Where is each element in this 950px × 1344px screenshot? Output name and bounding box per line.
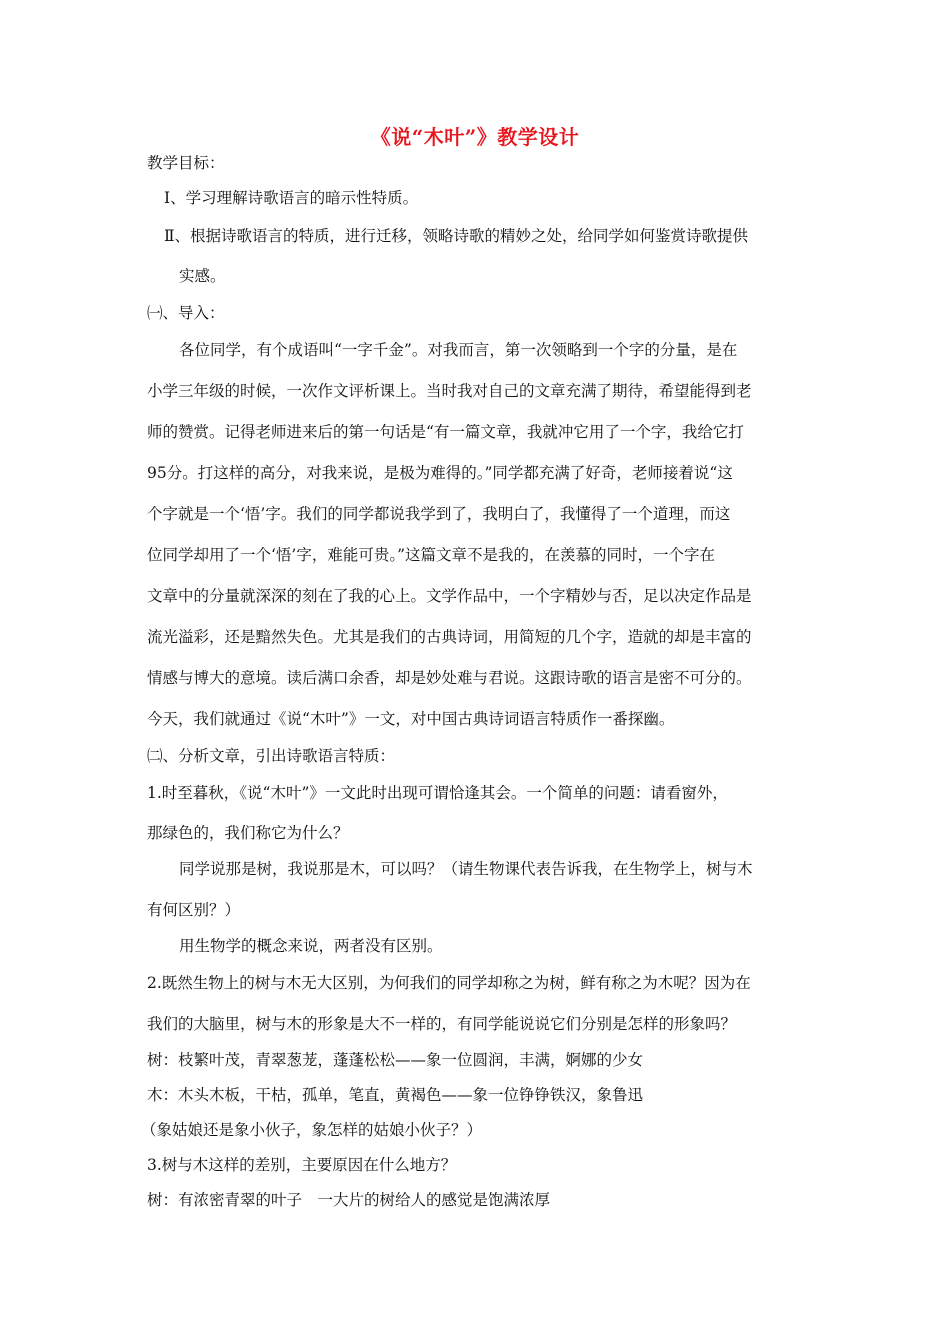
text-line-intro-1: 各位同学，有个成语叫“一字千金”。对我而言，第一次领略到一个字的分量，是在	[179, 341, 738, 359]
text-line-q1-conclusion: 用生物学的概念来说，两者没有区别。	[179, 937, 443, 955]
document-title: 《说“木叶”》教学设计	[370, 125, 580, 149]
text-line-q1-answer-cont: 有何区别？）	[147, 901, 241, 919]
text-line-objective-1: Ⅰ、学习理解诗歌语言的暗示性特质。	[164, 189, 419, 207]
text-line-wood-image: 木：木头木板，干枯，孤单，笔直，黄褐色——象一位铮铮铁汉，象鲁迅	[147, 1086, 644, 1104]
text-line-q2: 2.既然生物上的树与木无大区别，为何我们的同学却称之为树，鲜有称之为木呢？因为在	[147, 974, 751, 992]
text-line-q1-cont: 那绿色的，我们称它为什么？	[147, 824, 349, 842]
text-line-intro-4: 95分。打这样的高分，对我来说，是极为难得的。”同学都充满了好奇，老师接着说“这	[147, 464, 733, 482]
text-line-intro-2: 小学三年级的时候，一次作文评析课上。当时我对自己的文章充满了期待，希望能得到老	[147, 382, 752, 400]
text-line-intro-10: 今天，我们就通过《说“木叶”》一文，对中国古典诗词语言特质作一番探幽。	[147, 710, 675, 728]
text-line-intro-8: 流光溢彩，还是黯然失色。尤其是我们的古典诗词，用简短的几个字，造就的却是丰富的	[147, 628, 752, 646]
text-line-q2-aside: （象姑娘还是象小伙子，象怎样的姑娘小伙子？）	[141, 1121, 483, 1139]
text-line-objective-2: Ⅱ、根据诗歌语言的特质，进行迁移，领略诗歌的精妙之处，给同学如何鉴赏诗歌提供	[164, 227, 749, 245]
text-line-intro-3: 师的赞赏。记得老师进来后的第一句话是“有一篇文章，我就冲它用了一个字，我给它打	[147, 423, 744, 441]
text-line-q3-tree: 树：有浓密青翠的叶子 一大片的树给人的感觉是饱满浓厚	[147, 1191, 551, 1209]
text-line-objectives-heading: 教学目标：	[147, 154, 225, 172]
text-line-tree-image: 树：枝繁叶茂，青翠葱茏，蓬蓬松松——象一位圆润，丰满，婀娜的少女	[147, 1051, 644, 1069]
text-line-section-2-heading: ㈡、分析文章，引出诗歌语言特质：	[147, 747, 396, 765]
text-line-q3: 3.树与木这样的差别，主要原因在什么地方？	[147, 1156, 457, 1174]
text-line-q1: 1.时至暮秋，《说“木叶”》一文此时出现可谓恰逢其会。一个简单的问题：请看窗外，	[147, 784, 728, 802]
text-line-intro-6: 位同学却用了一个‘悟’字，难能可贵。”这篇文章不是我的，在羡慕的同时，一个字在	[147, 546, 716, 564]
text-line-objective-2-cont: 实感。	[179, 267, 226, 285]
text-line-intro-7: 文章中的分量就深深的刻在了我的心上。文学作品中，一个字精妙与否，足以决定作品是	[147, 587, 752, 605]
text-line-intro-9: 情感与博大的意境。读后满口余香，却是妙处难与君说。这跟诗歌的语言是密不可分的。	[147, 669, 752, 687]
text-line-q1-answer: 同学说那是树，我说那是木，可以吗？（请生物课代表告诉我，在生物学上，树与木	[179, 860, 753, 878]
text-line-intro-5: 个字就是一个‘悟’字。我们的同学都说我学到了，我明白了，我懂得了一个道理，而这	[147, 505, 731, 523]
text-line-section-1-heading: ㈠、导入：	[147, 304, 225, 322]
text-line-q2-cont: 我们的大脑里，树与木的形象是大不一样的，有同学能说说它们分别是怎样的形象吗？	[147, 1015, 737, 1033]
